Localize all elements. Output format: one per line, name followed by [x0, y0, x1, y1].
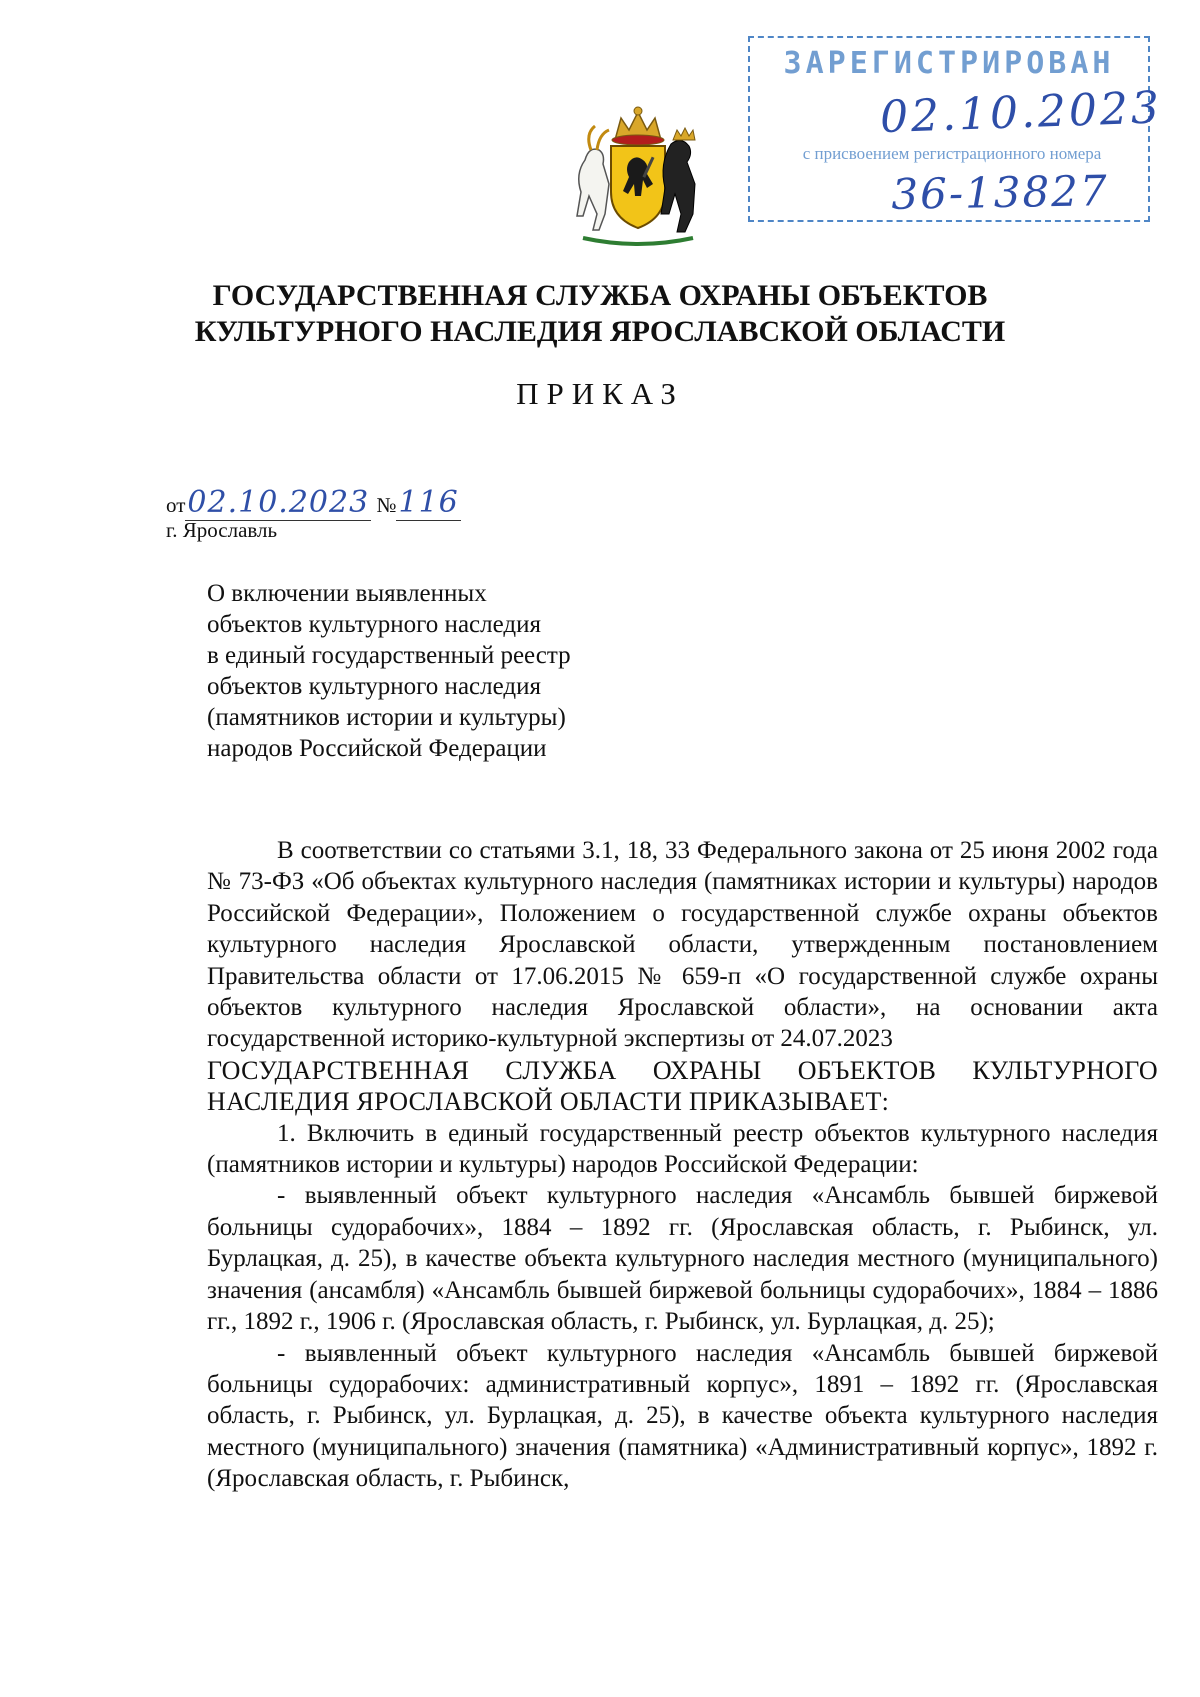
subject-line: объектов культурного наследия — [207, 673, 541, 700]
item-1-paragraph: 1. Включить в единый государственный реестр объектов культурного наследия (памятников истории и культуры) народов Российской Федерации: — [207, 1119, 1158, 1179]
list-item-bullet-2: - выявленный объект культурного наследия «Ансамбль бывшей биржевой больницы судорабочих: административный корпус», 1891 – 1892 гг. (Ярославская область, г. Рыбинск, ул. Бурлацкая, д. 25), в качестве объекта культурного наследия местного (муниципального) значения (памятника) «Административный корпус», 1892 г. (Ярославская область, г. Рыбинск, — [207, 1339, 1158, 1493]
agency-title-line-1: ГОСУДАРСТВЕННАЯ СЛУЖБА ОХРАНЫ ОБЪЕКТОВ — [212, 279, 988, 312]
number-label: № — [376, 493, 397, 517]
preamble-paragraph: В соответствии со статьями 3.1, 18, 33 Федерального закона от 25 июня 2002 года № 73-ФЗ «Об объектах культурного наследия (памятниках истории и культуры) народов Российской Федерации», Положением о государственной службе охраны объектов культурного наследия Ярославской области, утвержденным постановлением Правительства области от 17.06.2015 № 659-п «О государственной службе охраны объектов культурного наследия Ярославской области», на основании акта государственной историко-культурной экспертизы от 24.07.2023 — [207, 837, 1158, 1053]
registration-stamp — [748, 36, 1163, 222]
order-date: 02.10.2023 — [187, 485, 370, 520]
document-type: ПРИКАЗ — [516, 376, 684, 411]
yaroslavl-coat-of-arms-icon — [563, 100, 713, 250]
order-city: г. Ярославль — [166, 518, 278, 542]
order-body — [207, 835, 1158, 1495]
subject-line: (памятников истории и культуры) — [207, 704, 566, 731]
order-number: 116 — [398, 485, 459, 520]
order-subject — [207, 578, 571, 764]
order-dateline — [166, 485, 461, 520]
subject-line: в единый государственный реестр — [207, 642, 571, 669]
order-clause: ГОСУДАРСТВЕННАЯ СЛУЖБА ОХРАНЫ ОБЪЕКТОВ КУЛЬТУРНОГО НАСЛЕДИЯ ЯРОСЛАВСКОЙ ОБЛАСТИ ПРИКАЗЫВАЕТ: — [207, 1055, 1158, 1117]
subject-line: объектов культурного наследия — [207, 611, 541, 638]
stamp-number: 36-13827 — [890, 166, 1110, 219]
stamp-label: с присвоением регистрационного номера — [802, 144, 1102, 163]
from-label: от — [166, 493, 186, 517]
list-item-bullet-1: - выявленный объект культурного наследия «Ансамбль бывшей биржевой больницы судорабочих», 1884 – 1892 гг. (Ярославская область, г. Рыбинск, ул. Бурлацкая, д. 25), в качестве объекта культурного наследия местного (муниципального) значения (ансамбля) «Ансамбль бывшей биржевой больницы судорабочих», 1884 – 1886 гг., 1892 г., 1906 г. (Ярославская область, г. Рыбинск, ул. Бурлацкая, д. 25); — [207, 1182, 1158, 1336]
subject-line: народов Российской Федерации — [207, 735, 547, 762]
stamp-title: ЗАРЕГИСТРИРОВАН — [783, 46, 1115, 81]
stamp-date: 02.10.2023 — [879, 82, 1163, 144]
agency-title-line-2: КУЛЬТУРНОГО НАСЛЕДИЯ ЯРОСЛАВСКОЙ ОБЛАСТИ — [194, 315, 1006, 348]
subject-line: О включении выявленных — [207, 580, 487, 607]
